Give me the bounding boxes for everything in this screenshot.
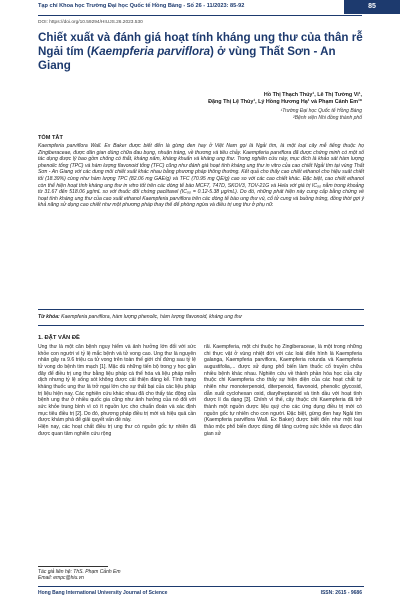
corresponding-author-note: Tác giả liên hệ: ThS. Phạm Cảnh Em Email: empc@hiu.vn (38, 569, 121, 582)
affiliations: ¹Trường Đại học Quốc tế Hồng Bàng ²Bệnh viện Nhi đồng thành phố (280, 108, 362, 121)
doi-link[interactable]: DOI: https://doi.org/10.59294/HIUJS.26.2023.530 (38, 20, 143, 25)
abstract-divider-bottom (38, 325, 364, 326)
abstract-divider-top (38, 309, 364, 310)
species-name: Kaempferia parviflora (90, 45, 211, 58)
abstract-heading: TÓM TẮT (38, 135, 63, 141)
author-list: Hồ Thị Thạch Thúy¹, Lê Thị Tường Vi¹, Đặng Thị Lệ Thủy¹, Lý Hồng Hương Hạ¹ và Phạm Cảnh Em¹* (208, 92, 362, 106)
keywords: Từ khóa: Kaempferia parviflora, hàm lượng phenolic, hàm lượng flavonoid, kháng ung thư (38, 314, 242, 320)
paragraph: Ung thư là một căn bệnh nguy hiểm và ảnh hưởng lớn đối với sức khỏe con người vì tỷ lệ mắc bệnh và tử vong cao. Ung thư là nguyên nhân gây ra 9.6 triệu ca tử vong trên toàn thế giới chỉ đứng sau tỷ lệ tử vong do bệnh tim mạch [1]. Mặc dù những tiến bộ trong y học gần đây để điều trị ung thư bằng liệu pháp cá thể hóa và liệu pháp miễn dịch nhưng tỷ lệ sống sót không được cải thiện đáng kể. Tính trạng kháng thuốc ung thư là trở ngại lớn cho sự thất bại của các liệu pháp trị liệu hiện nay. Các nghiên cứu khác nhau đã cho thấy tác động của bệnh ung thư ở nhiều quốc gia cũng như ảnh hưởng của nó đối với sức khỏe trung bình vì có ít nguồn lực cho chuẩn đoán và xác định mục tiêu điều trị [2]. Do đó, phương pháp điều trị mới và hiệu quả cần được khám phá để giải quyết vấn đề này. (38, 344, 196, 424)
paragraph: rãi. Kaempferia, một chi thuộc họ Zingiberaceae, là một trong những chi thực vật ở vùng nhiệt đới với các loài điển hình là Kaempferia galanga, Kaempferia parviflora, Kaempferia rotunda và Kaempferia augustifolia,... được sử dụng phổ biến làm thuốc cổ truyền chữa nhiều bệnh khác nhau. Nghiên cứu về thành phần hóa học của cây thuộc chi Kaempferia cho thấy sự hiện diện của các hoạt chất tự nhiên như monoterpenoid, diterpenoid, flavonoid, phenolic glycosid, dẫn xuất cyclohexan oxid, diarylheptanoid và tinh dầu với hoạt tính được lí đa dạng [3]. Chính vì thế, cây thuộc chi Kaempferia đã trở thành một nguồn dược liệu quý cho các ứng dụng điều trị mới có nguồn gốc tự nhiên cho con người. Đặc biệt, gừng đen hay Ngải tím (Kaempferia parviflora Wall. Ex Baker) được biết đến như một loại thảo mộc phổ biến được dùng để tăng cường sức khỏe và được dân gian sử (204, 344, 362, 437)
contact-email[interactable]: Email: empc@hiu.vn (38, 575, 84, 582)
footer-divider (38, 586, 364, 587)
keywords-label: Từ khóa: (38, 314, 60, 320)
journal-name: Tạp chí Khoa học Trường Đại học Quốc tế Hồng Bàng - Số 26 - 11/2023: 85-92 (38, 3, 245, 9)
body-column-right (204, 344, 362, 437)
body-column-left (38, 344, 196, 437)
header-divider (38, 15, 362, 16)
journal-header (0, 0, 400, 14)
footnote-divider (38, 566, 108, 567)
section-heading: 1. ĐẶT VẤN ĐỀ (38, 335, 80, 341)
footer-issn: ISSN: 2615 - 9686 (320, 590, 362, 596)
abstract-text: Kaempferia parviflora Wall. Ex Baker được biết đến là gừng đen hay ở Việt Nam gọi là Ngải tím, là một loại cây mễ tiếng thuộc họ Zingiberaceae, được dân gian dùng chữa đau bụng, nhuận tràng, về thương và tiêu chảy. Kaempferia parviflora đã được chứng minh có một số tác dụng được lý bao gồm chống có thắt, kháng nấm, kháng khuẩn và kháng ung thư. Trong nghiên cứu này, mục đích là khảo sát hàm lượng phenolic tổng (TPC) và hàm lượng flavonoid tổng (TFC) cũng như đánh giá hoạt tính kháng ung thư in vitro của cao chiết Ngải tím tại vùng Thất Sơn - An Giang với các dung môi chiết xuất khác nhau bằng phương pháp thông thường. Kết quả cho thấy cao chiết ethanol cho hiệu suất chiết tối (18.39%) cùng như hàm lượng TPC (82.06 mg GAE/g) và TFC (70.95 mg QE/g) cao so với các cao chiết khác. Đặc biệt, cao chiết ethanol còn thể hiện hoạt tính kháng ung thư in vitro tốt trên các dòng tế bào MCF7, T47D, SKOV3, TOV-21G và Hela với giá trị IC₅₀ nằm trong khoảng từ 31.67 đến 518.06 µg/mL so với thuốc đối chứng paclitaxel (IC₅₀ = 0.12-5.38 µg/mL). Do đó, những phát hiện này cung cấp bằng chứng về hoạt tính kháng ung thư của cao xuất ethanol Kaempferia parviflora trên các dòng tế bào ung thư vú, cổ tử cung và buồng trứng, đồng thời gợi ý khả năng sử dụng cao chiết như một phương pháp thay thế để phòng ngừa và điều trị ung thư ở phụ nữ. (38, 143, 364, 209)
footer-journal: Hong Bang International University Journal of Science (38, 590, 168, 596)
paragraph: Hiện nay, các hoạt chất điều trị ung thư có nguồn gốc tự nhiên đã được quan tâm nghiên cứu rộng (38, 423, 196, 437)
article-title: Chiết xuất và đánh giá hoạt tính kháng ung thư của thân rễ Ngải tím (Kaempferia parviflora) ở vùng Thất Sơn - An Giang (38, 31, 363, 72)
page-number: 85 (344, 0, 400, 14)
